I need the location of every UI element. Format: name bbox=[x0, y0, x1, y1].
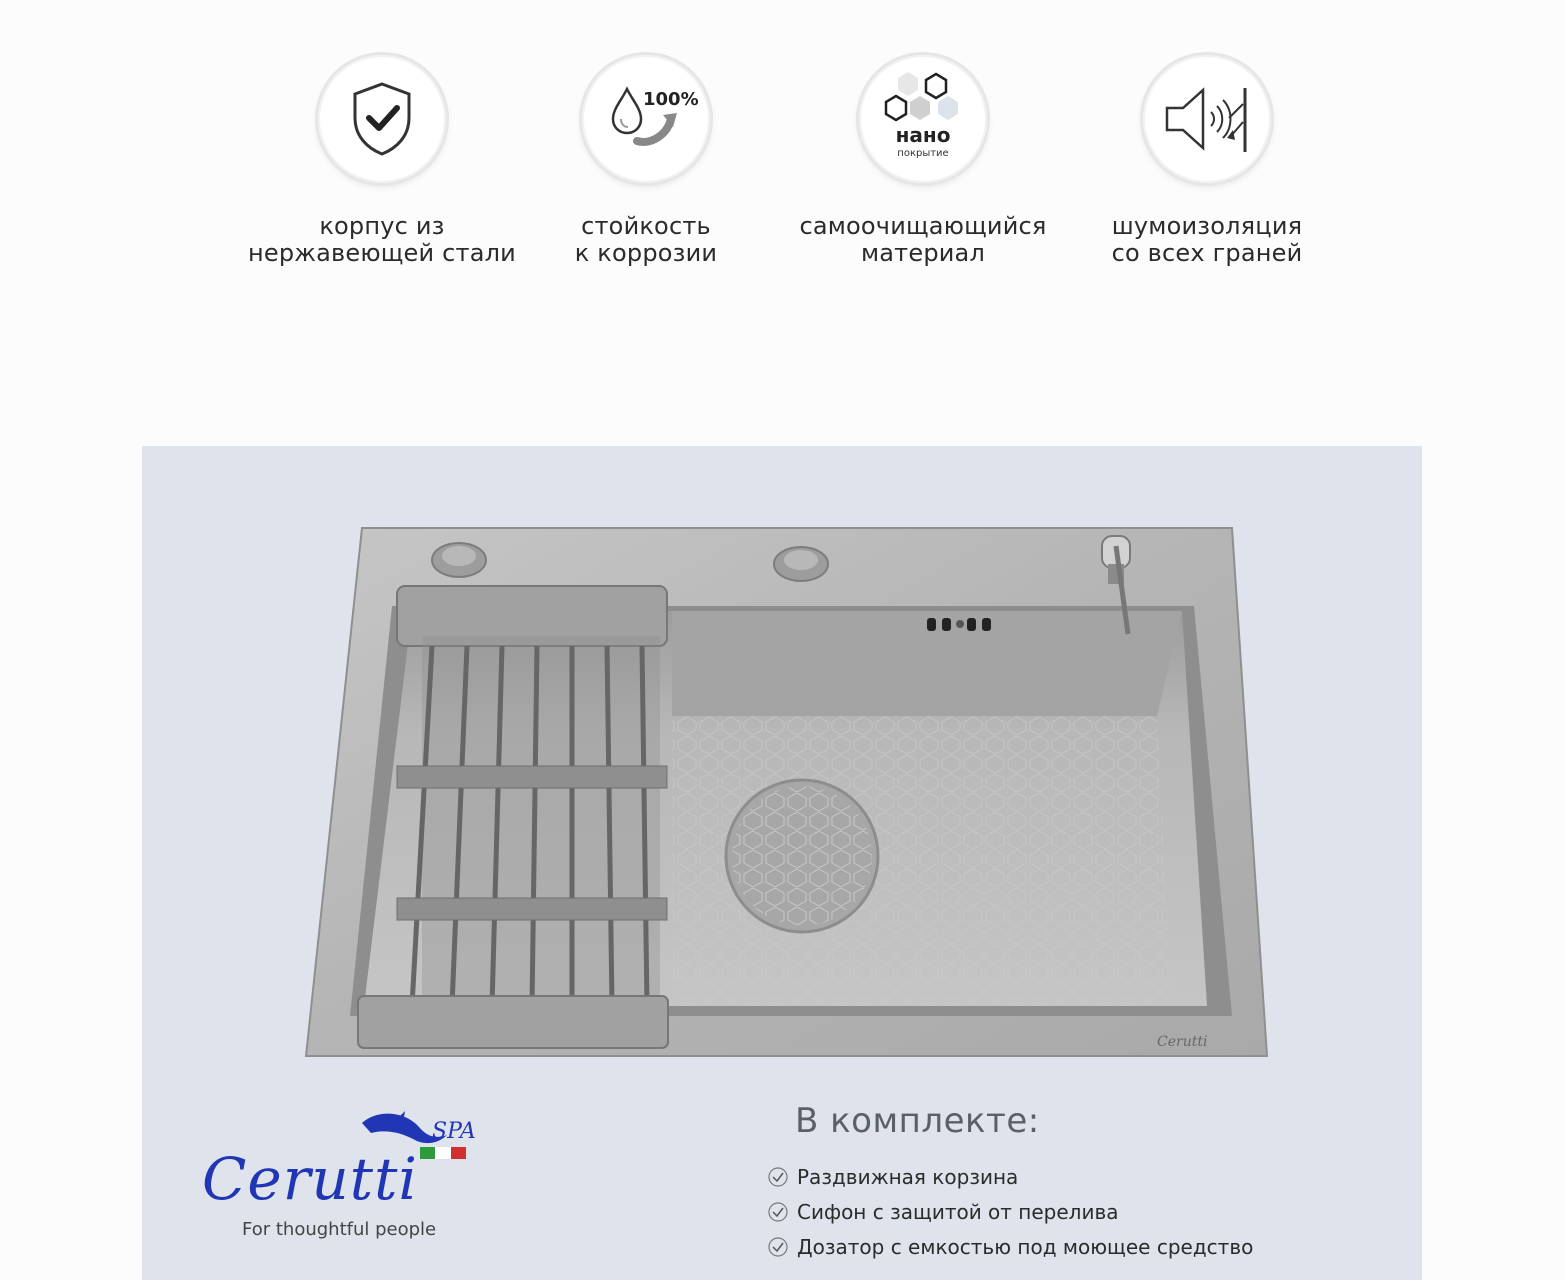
nano-hexagon-icon bbox=[868, 64, 978, 174]
svg-text:покрытие: покрытие bbox=[897, 148, 949, 159]
kit-section bbox=[767, 1101, 1253, 1264]
feature-noise bbox=[1067, 55, 1347, 267]
italy-flag-icon bbox=[420, 1147, 466, 1159]
product-panel bbox=[142, 446, 1422, 1280]
drop-100-icon bbox=[591, 69, 701, 169]
feature-badge bbox=[582, 55, 710, 183]
brand-spa: SPA bbox=[432, 1119, 476, 1144]
svg-text:Cerutti: Cerutti bbox=[1157, 1034, 1208, 1050]
shield-check-icon bbox=[337, 74, 427, 164]
list-item bbox=[767, 1159, 1253, 1194]
svg-text:100%: 100% bbox=[643, 89, 699, 110]
features-section bbox=[0, 0, 1565, 446]
svg-text:нано: нано bbox=[895, 123, 951, 147]
feature-caption: самоочищающийся материал bbox=[799, 212, 1047, 267]
brand-name: Cerutti bbox=[202, 1145, 418, 1213]
feature-selfcleaning bbox=[783, 55, 1063, 267]
check-circle-icon bbox=[767, 1166, 789, 1188]
check-circle-icon bbox=[767, 1236, 789, 1258]
kit-item-label: Раздвижная корзина bbox=[797, 1164, 1019, 1189]
feature-caption: шумоизоляция со всех граней bbox=[1111, 212, 1303, 267]
feature-stainless bbox=[242, 55, 522, 267]
list-item bbox=[767, 1229, 1253, 1264]
feature-badge bbox=[318, 55, 446, 183]
kit-title: В комплекте: bbox=[795, 1101, 1040, 1141]
speaker-wall-icon bbox=[1157, 74, 1257, 164]
kit-item-label: Сифон с защитой от перелива bbox=[797, 1199, 1119, 1224]
brand-logo bbox=[192, 1111, 512, 1246]
kit-list bbox=[767, 1159, 1253, 1264]
kit-item-label: Дозатор с емкостью под моющее средство bbox=[797, 1234, 1254, 1259]
feature-badge bbox=[1143, 55, 1271, 183]
list-item bbox=[767, 1194, 1253, 1229]
feature-caption: корпус из нержавеющей стали bbox=[248, 212, 516, 267]
sink-image bbox=[302, 526, 1272, 1066]
check-circle-icon bbox=[767, 1201, 789, 1223]
feature-badge bbox=[859, 55, 987, 183]
brand-tagline: For thoughtful people bbox=[242, 1219, 437, 1240]
feature-caption: стойкость к коррозии bbox=[574, 212, 718, 267]
feature-corrosion bbox=[506, 55, 786, 267]
